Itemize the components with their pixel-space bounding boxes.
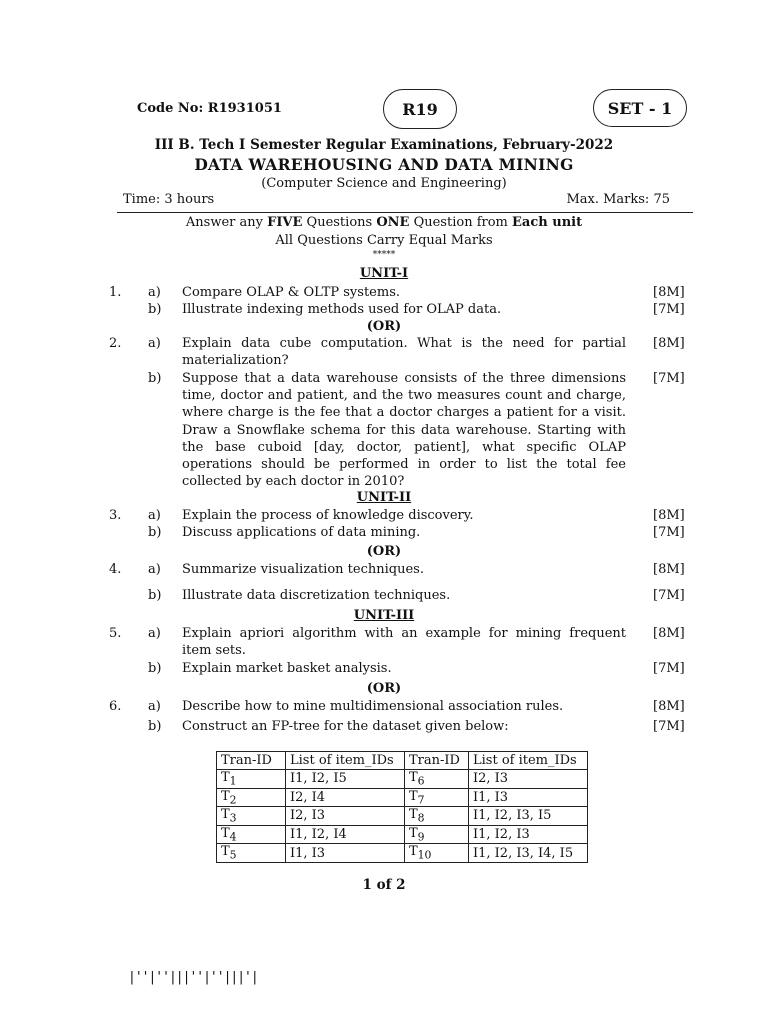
marks: [8M]: [653, 626, 685, 641]
tran-id-cell: $T_4$: [217, 825, 286, 844]
items-cell: I1, I2, I3, I5: [469, 807, 588, 826]
question-number: 4.: [109, 562, 122, 577]
items-cell: I1, I2, I4: [286, 825, 405, 844]
tran-id-cell: $T_8$: [405, 807, 469, 826]
marks: [8M]: [653, 508, 685, 523]
question-text: Suppose that a data warehouse consists of the three dimensions time, doctor and patient, and the two measures count and charge, where charge is the fee that a doctor charges a patient for a visit. Draw a Snowflake schema for this data warehouse. Starting with the base cuboid [day, doctor, patient], what specific OLAP operations should be performed in order to list the total fee collected by each doctor in 2010?: [182, 371, 626, 490]
question-text: Explain apriori algorithm with an example for mining frequent item sets.: [182, 626, 626, 659]
code-number: Code No: R1931051: [137, 101, 282, 116]
items-cell: I1, I2, I3, I4, I5: [469, 844, 588, 863]
instructions-line-1: [0, 215, 768, 230]
or-separator: (OR): [366, 319, 402, 334]
unit-3-heading: UNIT-III: [353, 608, 415, 623]
sub-label: b): [148, 661, 162, 676]
marks: [7M]: [653, 588, 685, 603]
question-text: Construct an FP-tree for the dataset given below:: [182, 719, 509, 734]
question-text: Explain the process of knowledge discovery.: [182, 508, 474, 523]
items-cell: I1, I2, I3: [469, 825, 588, 844]
question-number: 2.: [109, 336, 122, 351]
tran-id-cell: $T_7$: [405, 788, 469, 807]
tran-id-cell: $T_1$: [217, 770, 286, 789]
table-row: [217, 770, 588, 789]
instr-emphasis: Each unit: [512, 215, 583, 230]
separator-stars: *****: [372, 250, 396, 260]
items-cell: I2, I3: [286, 807, 405, 826]
items-cell: I1, I2, I5: [286, 770, 405, 789]
items-cell: I2, I4: [286, 788, 405, 807]
tran-id-cell: $T_3$: [217, 807, 286, 826]
or-separator: (OR): [366, 544, 402, 559]
tran-id-cell: $T_5$: [217, 844, 286, 863]
regulation-badge: R19: [383, 89, 457, 129]
marks: [7M]: [653, 302, 685, 317]
time-allowed: Time: 3 hours: [123, 192, 215, 207]
question-number: 1.: [109, 285, 122, 300]
sub-label: a): [148, 562, 161, 577]
marks: [7M]: [653, 371, 685, 386]
tran-id-cell: $T_{10}$: [405, 844, 469, 863]
instr-text: Answer any: [185, 215, 268, 230]
instructions-line-2: All Questions Carry Equal Marks: [275, 233, 493, 248]
instr-text: Questions: [302, 215, 377, 230]
question-text: Discuss applications of data mining.: [182, 525, 421, 540]
question-text: Summarize visualization techniques.: [182, 562, 424, 577]
sub-label: b): [148, 525, 162, 540]
header-divider: [117, 212, 693, 213]
table-row: [217, 825, 588, 844]
sub-label: a): [148, 285, 161, 300]
question-text: Illustrate indexing methods used for OLAP data.: [182, 302, 502, 317]
column-header: Tran-ID: [217, 752, 286, 770]
or-separator: (OR): [366, 681, 402, 696]
table-row: [217, 788, 588, 807]
tran-id-cell: $T_2$: [217, 788, 286, 807]
tran-id-cell: $T_9$: [405, 825, 469, 844]
sub-label: a): [148, 699, 161, 714]
page-number: 1 of 2: [362, 877, 406, 893]
sub-label: b): [148, 719, 162, 734]
marks: [7M]: [653, 719, 685, 734]
question-text: Illustrate data discretization techniques.: [182, 588, 451, 603]
instr-emphasis: ONE: [376, 215, 410, 230]
question-text: Explain market basket analysis.: [182, 661, 392, 676]
marks: [8M]: [653, 562, 685, 577]
instr-emphasis: FIVE: [267, 215, 303, 230]
column-header: List of item_IDs: [286, 752, 405, 770]
branch-name: (Computer Science and Engineering): [261, 176, 507, 191]
sub-label: a): [148, 508, 161, 523]
marks: [7M]: [653, 661, 685, 676]
question-text: Describe how to mine multidimensional association rules.: [182, 699, 564, 714]
transactions-table: [216, 751, 588, 863]
items-cell: I1, I3: [469, 788, 588, 807]
sub-label: b): [148, 371, 162, 386]
items-cell: I2, I3: [469, 770, 588, 789]
table-header-row: [217, 752, 588, 770]
marks: [7M]: [653, 525, 685, 540]
question-text: Compare OLAP & OLTP systems.: [182, 285, 400, 300]
exam-title: III B. Tech I Semester Regular Examinations, February-2022: [154, 137, 614, 153]
unit-2-heading: UNIT-II: [356, 490, 412, 505]
subject-title: DATA WAREHOUSING AND DATA MINING: [194, 155, 574, 174]
question-number: 6.: [109, 699, 122, 714]
column-header: List of item_IDs: [469, 752, 588, 770]
table-row: [217, 807, 588, 826]
instr-text: Question from: [409, 215, 513, 230]
barcode: |''|''|||''|''|||'|: [128, 970, 258, 985]
column-header: Tran-ID: [405, 752, 469, 770]
tran-id-cell: $T_6$: [405, 770, 469, 789]
sub-label: b): [148, 302, 162, 317]
items-cell: I1, I3: [286, 844, 405, 863]
question-number: 5.: [109, 626, 122, 641]
unit-1-heading: UNIT-I: [359, 266, 409, 281]
table-row: [217, 844, 588, 863]
max-marks: Max. Marks: 75: [566, 192, 670, 207]
question-text: Explain data cube computation. What is the need for partial materialization?: [182, 336, 626, 369]
marks: [8M]: [653, 699, 685, 714]
sub-label: b): [148, 588, 162, 603]
set-badge: SET - 1: [593, 89, 687, 127]
marks: [8M]: [653, 336, 685, 351]
sub-label: a): [148, 626, 161, 641]
sub-label: a): [148, 336, 161, 351]
question-number: 3.: [109, 508, 122, 523]
marks: [8M]: [653, 285, 685, 300]
